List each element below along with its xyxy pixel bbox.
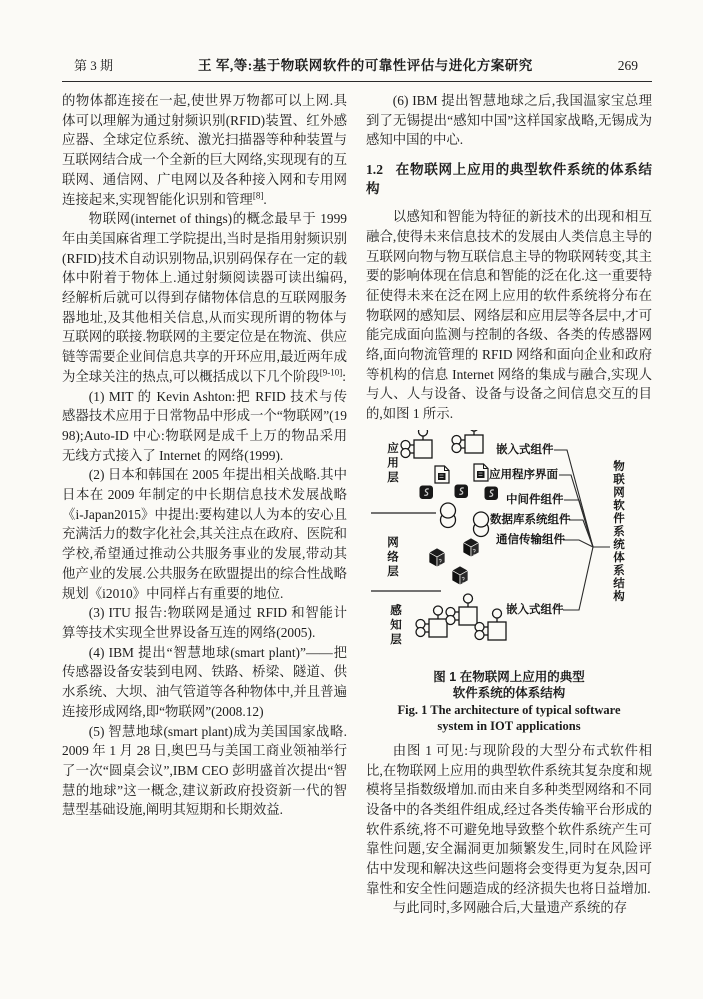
paragraph-text: . [263, 191, 267, 207]
citation-ref: [8] [252, 190, 264, 201]
database-icon [474, 512, 489, 537]
paragraph [62, 91, 347, 209]
two-column-body [62, 91, 652, 918]
component-label-middleware: 中间件组件 [506, 493, 564, 506]
list-item-paragraph: (3) ITU 报告:物联网是通过 RFID 和智能计算等技术实现全世界设备互连的网络(2005). [62, 605, 347, 640]
citation-ref: [9-10] [319, 367, 343, 378]
middleware-icon [485, 487, 498, 500]
paragraph-text: 的物体都连接在一起,使世界万物都可以上网.具体可以理解为通过射频识别(RFID)装置、红外感应器、全球定位系统、激光扫描器等种种装置与互联网结合成一个全新的巨大网络,实现现有的互联网、通信网、广电网以及各种接入网和专用网连接起来,实现智能化识别和管理 [62, 93, 347, 207]
middleware-icon [420, 486, 433, 499]
application-interface-icon [474, 464, 488, 481]
layer-label-network: 网络层 [386, 535, 398, 580]
journal-issue: 第 3 期 [74, 58, 114, 73]
figure-caption [366, 669, 652, 735]
component-label-database: 数据库系统组件 [490, 513, 571, 526]
right-column [366, 91, 652, 918]
list-item-paragraph: (4) IBM 提出“智慧地球(smart plant)”——把传感器设备安装到电网、铁路、桥梁、隧道、供水系统、大坝、油气管道等各种物体中,并且普遍连接形成网络,即“物联网”(2008.12) [62, 644, 347, 719]
component-label-embedded-top: 嵌入式组件 [496, 443, 554, 456]
communication-cube-icon [463, 538, 479, 557]
figure-caption-en: Fig. 1 The architecture of typical software [397, 702, 621, 717]
left-column [62, 91, 347, 918]
section-title: 在物联网上应用的典型软件系统的体系结构 [366, 162, 652, 197]
list-item-paragraph: (1) MIT 的 Kevin Ashton:把 RFID 技术与传感器技术应用于日常物品中形成一个“物联网”(1998);Auto-ID 中心:物联网是成千上万的物品采用无线方式接入了 Internet 的网络(1999). [62, 388, 347, 463]
communication-cube-icon [452, 566, 468, 585]
list-item-paragraph: (5) 智慧地球(smart plant)成为美国国家战略.2009 年 1 月 28 日,奥巴马与美国工商业领袖举行了一次“圆桌会议”,IBM CEO 彭明盛首次提出“智慧的地球”这一概念,建议新政府投资新一代的智慧型基础设施,阐明其短期和长期效益. [62, 723, 347, 818]
paragraph-text: : [342, 368, 347, 384]
embedded-component-icon [401, 430, 432, 458]
layer-label-perception: 感知层 [389, 603, 401, 648]
figure-diagram [366, 430, 656, 662]
figure-1 [366, 430, 652, 735]
figure-side-label: 物联网软件系统体系结构 [612, 459, 624, 603]
section-number: 1.2 [366, 162, 383, 178]
component-label-embedded-bottom: 嵌入式组件 [506, 603, 564, 616]
embedded-component-icon [416, 606, 447, 637]
embedded-component-icon [475, 609, 506, 640]
paragraph-text: 物联网(internet of things)的概念最早于 1999 年由美国麻省理工学院提出,当时是指用射频识别(RFID)技术自动识别物品,识别码保存在一定的载体中附着于物体上.通过射频阅读器可读出编码,经解析后就可以得到存储物体信息的互联网服务器地址,及其他相关信息,从而实现所谓的物体与互联网的联接.物联网的主要定位是在物流、供应链等需要企业间信息共享的开环应用,最近两年成为全球关注的热点,可以概括成以下几个阶段 [62, 211, 347, 384]
embedded-component-icon [446, 594, 477, 625]
paragraph: 以感知和智能为特征的新技术的出现和相互融合,使得未来信息技术的发展由人类信息主导的互联网向物与物互联信息主导的物联网转变,其主要的影响体现在信息和智能的泛在化.这一重要特征使得未来在泛在网上应用的软件系统将分布在物联网的感知层、网络层和应用层等各层中,才可能完成面向监测与控制的各级、各类的传感器网络,面向物流管理的 RFID 网络和面向企业和政府等机构的信息 Internet 网络的集成与融合,实现人与人、人与设备、设备与设备之间信息交互的目的,如图 1 所示. [366, 209, 652, 422]
component-label-app-interface: 应用程序界面 [489, 468, 558, 481]
embedded-component-icon [452, 430, 483, 453]
middleware-icon [455, 485, 468, 498]
page-number: 269 [617, 58, 638, 73]
communication-cube-icon [429, 548, 445, 567]
figure-caption-zh: 图 1 在物联网上应用的典型 [433, 669, 585, 684]
figure-caption-en: system in IOT applications [437, 719, 581, 734]
component-label-communication: 通信传输组件 [496, 533, 565, 546]
list-item-paragraph: (6) IBM 提出智慧地球之后,我国温家宝总理到了无锡提出“感知中国”这样国家战略,无锡成为感知中国的中心. [366, 93, 652, 148]
paragraph [62, 209, 347, 386]
application-interface-icon [435, 466, 449, 483]
paragraph: 与此同时,多网融合后,大量遗产系统的存 [392, 900, 628, 916]
page-header [62, 54, 652, 82]
figure-caption-zh: 软件系统的体系结构 [452, 686, 566, 701]
running-title: 王 军,等:基于物联网软件的可靠性评估与进化方案研究 [198, 58, 533, 73]
section-heading [366, 160, 652, 198]
leader-lines [554, 450, 610, 610]
layer-label-application: 应用层 [386, 441, 398, 486]
paragraph: 由图 1 可见:与现阶段的大型分布式软件相比,在物联网上应用的典型软件系统其复杂度和规模将呈指数级增加.而由来自多种类型网络和不同设备中的各类组件组成,经过各类传输平台形成的软件系统,将不可避免地导致整个软件系统产生可靠性问题,安全漏洞更加频繁发生,同时在风险评估中发现和解决这些问题将会变得更为复杂,因可靠性和安全性问题造成的经济损失也将日益增加. [366, 742, 652, 896]
database-icon [441, 503, 456, 528]
list-item-paragraph: (2) 日本和韩国在 2005 年提出相关战略.其中日本在 2009 年制定的中长期信息技术发展战略《i-Japan2015》中提出:要构建以人为本的安心且充满活力的数字化社会,其关注点在政府、医院和学校,希望通过推动公共服务事业的发展,带动其他产业的发展.公共服务在欧盟提出的综合性战略规划《i2010》中同样占有重要的地位. [62, 467, 347, 601]
